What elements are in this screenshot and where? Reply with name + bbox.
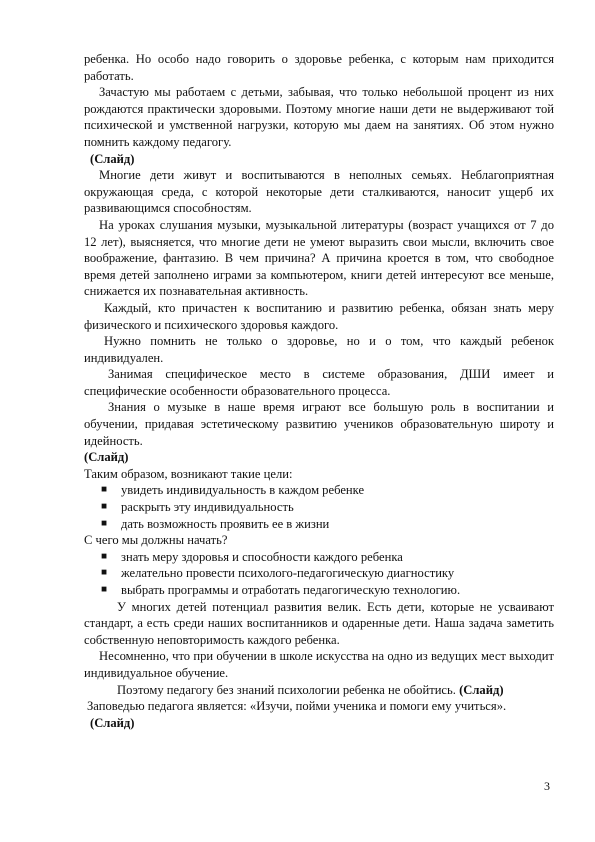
paragraph: Занимая специфическое место в системе образования, ДШИ имеет и специфические особенности образовательного процесса. xyxy=(84,367,554,398)
list-item: ■ выбрать программы и отработать педагогическую технологию. xyxy=(101,583,461,597)
slide-marker: (Слайд) xyxy=(84,450,129,465)
bullet-icon: ■ xyxy=(101,501,108,513)
bullet-icon: ■ xyxy=(101,517,108,529)
slide-marker: (Слайд) xyxy=(90,715,135,730)
steps-list xyxy=(84,549,554,599)
paragraph: На уроках слушания музыки, музыкальной литературы (возраст учащихся от 7 до 12 лет), выясняется, что многие дети не умеют выразить свои мысли, включить свое воображение, фантазию. В чем причина? А причина кроется в том, что свободное время детей заполнено играми за компьютером, книги детей интересуют все меньше, снижается их познавательная активность. xyxy=(84,217,554,299)
bullet-icon: ■ xyxy=(101,584,108,595)
list-item: ■ знать меру здоровья и способности каждого ребенка xyxy=(101,549,403,564)
goals-list xyxy=(84,482,554,532)
paragraph: Знания о музыке в наше время играют все большую роль в воспитании и обучении, придавая эстетическому развитию учеников образовательную широту и идейность. xyxy=(84,400,554,448)
paragraph: Заповедью педагога является: «Изучи, пойми ученика и помоги ему учиться». xyxy=(87,699,507,714)
paragraph: Таким образом, возникают такие цели: xyxy=(84,466,293,481)
paragraph: Каждый, кто причастен к воспитанию и развитию ребенка, обязан знать меру физического и психического здоровья каждого. xyxy=(84,300,554,332)
list-item: ■ раскрыть эту индивидуальность xyxy=(101,500,294,515)
slide-marker: (Слайд) xyxy=(90,151,135,166)
bullet-icon: ■ xyxy=(101,567,108,579)
paragraph: Поэтому педагогу без знаний психологии ребенка не обойтись. (Слайд) xyxy=(117,682,504,697)
list-item: ■ увидеть индивидуальность в каждом ребенке xyxy=(101,483,365,498)
paragraph: Многие дети живут и воспитываются в неполных семьях. Неблагоприятная окружающая среда, с которой некоторые дети сталкиваются, наносит ущерб их развивающимся способностям. xyxy=(84,168,554,216)
slide-marker: (Слайд) xyxy=(459,682,504,697)
document-body xyxy=(84,51,554,731)
paragraph: ребенка. Но особо надо говорить о здоровье ребенка, с которым нам приходится работать. xyxy=(84,52,554,83)
list-item: ■ желательно провести психолого-педагогическую диагностику xyxy=(101,566,455,581)
bullet-icon: ■ xyxy=(101,550,108,562)
paragraph: Несомненно, что при обучении в школе искусства на одно из ведущих мест выходит индивидуальное обучение. xyxy=(84,649,554,680)
page-number: 3 xyxy=(544,779,550,793)
paragraph: У многих детей потенциал развития велик. Есть дети, которые не усваивают стандарт, а есть среди наших воспитанников и одаренные дети. Наша задача заметить собственную неповторимость каждого ребенка. xyxy=(84,599,554,647)
paragraph: Нужно помнить не только о здоровье, но и о том, что каждый ребенок индивидуален. xyxy=(84,334,554,365)
bullet-icon: ■ xyxy=(101,484,108,496)
list-item: ■ дать возможность проявить ее в жизни xyxy=(101,516,330,531)
paragraph: Зачастую мы работаем с детьми, забывая, что только небольшой процент из них рождаются практически здоровыми. Поэтому многие наши дети не выдерживают той психической и умственной нагрузки, которую мы даем на занятиях. Об этом нужно помнить каждому педагогу. xyxy=(84,85,554,149)
paragraph: С чего мы должны начать? xyxy=(84,533,228,548)
